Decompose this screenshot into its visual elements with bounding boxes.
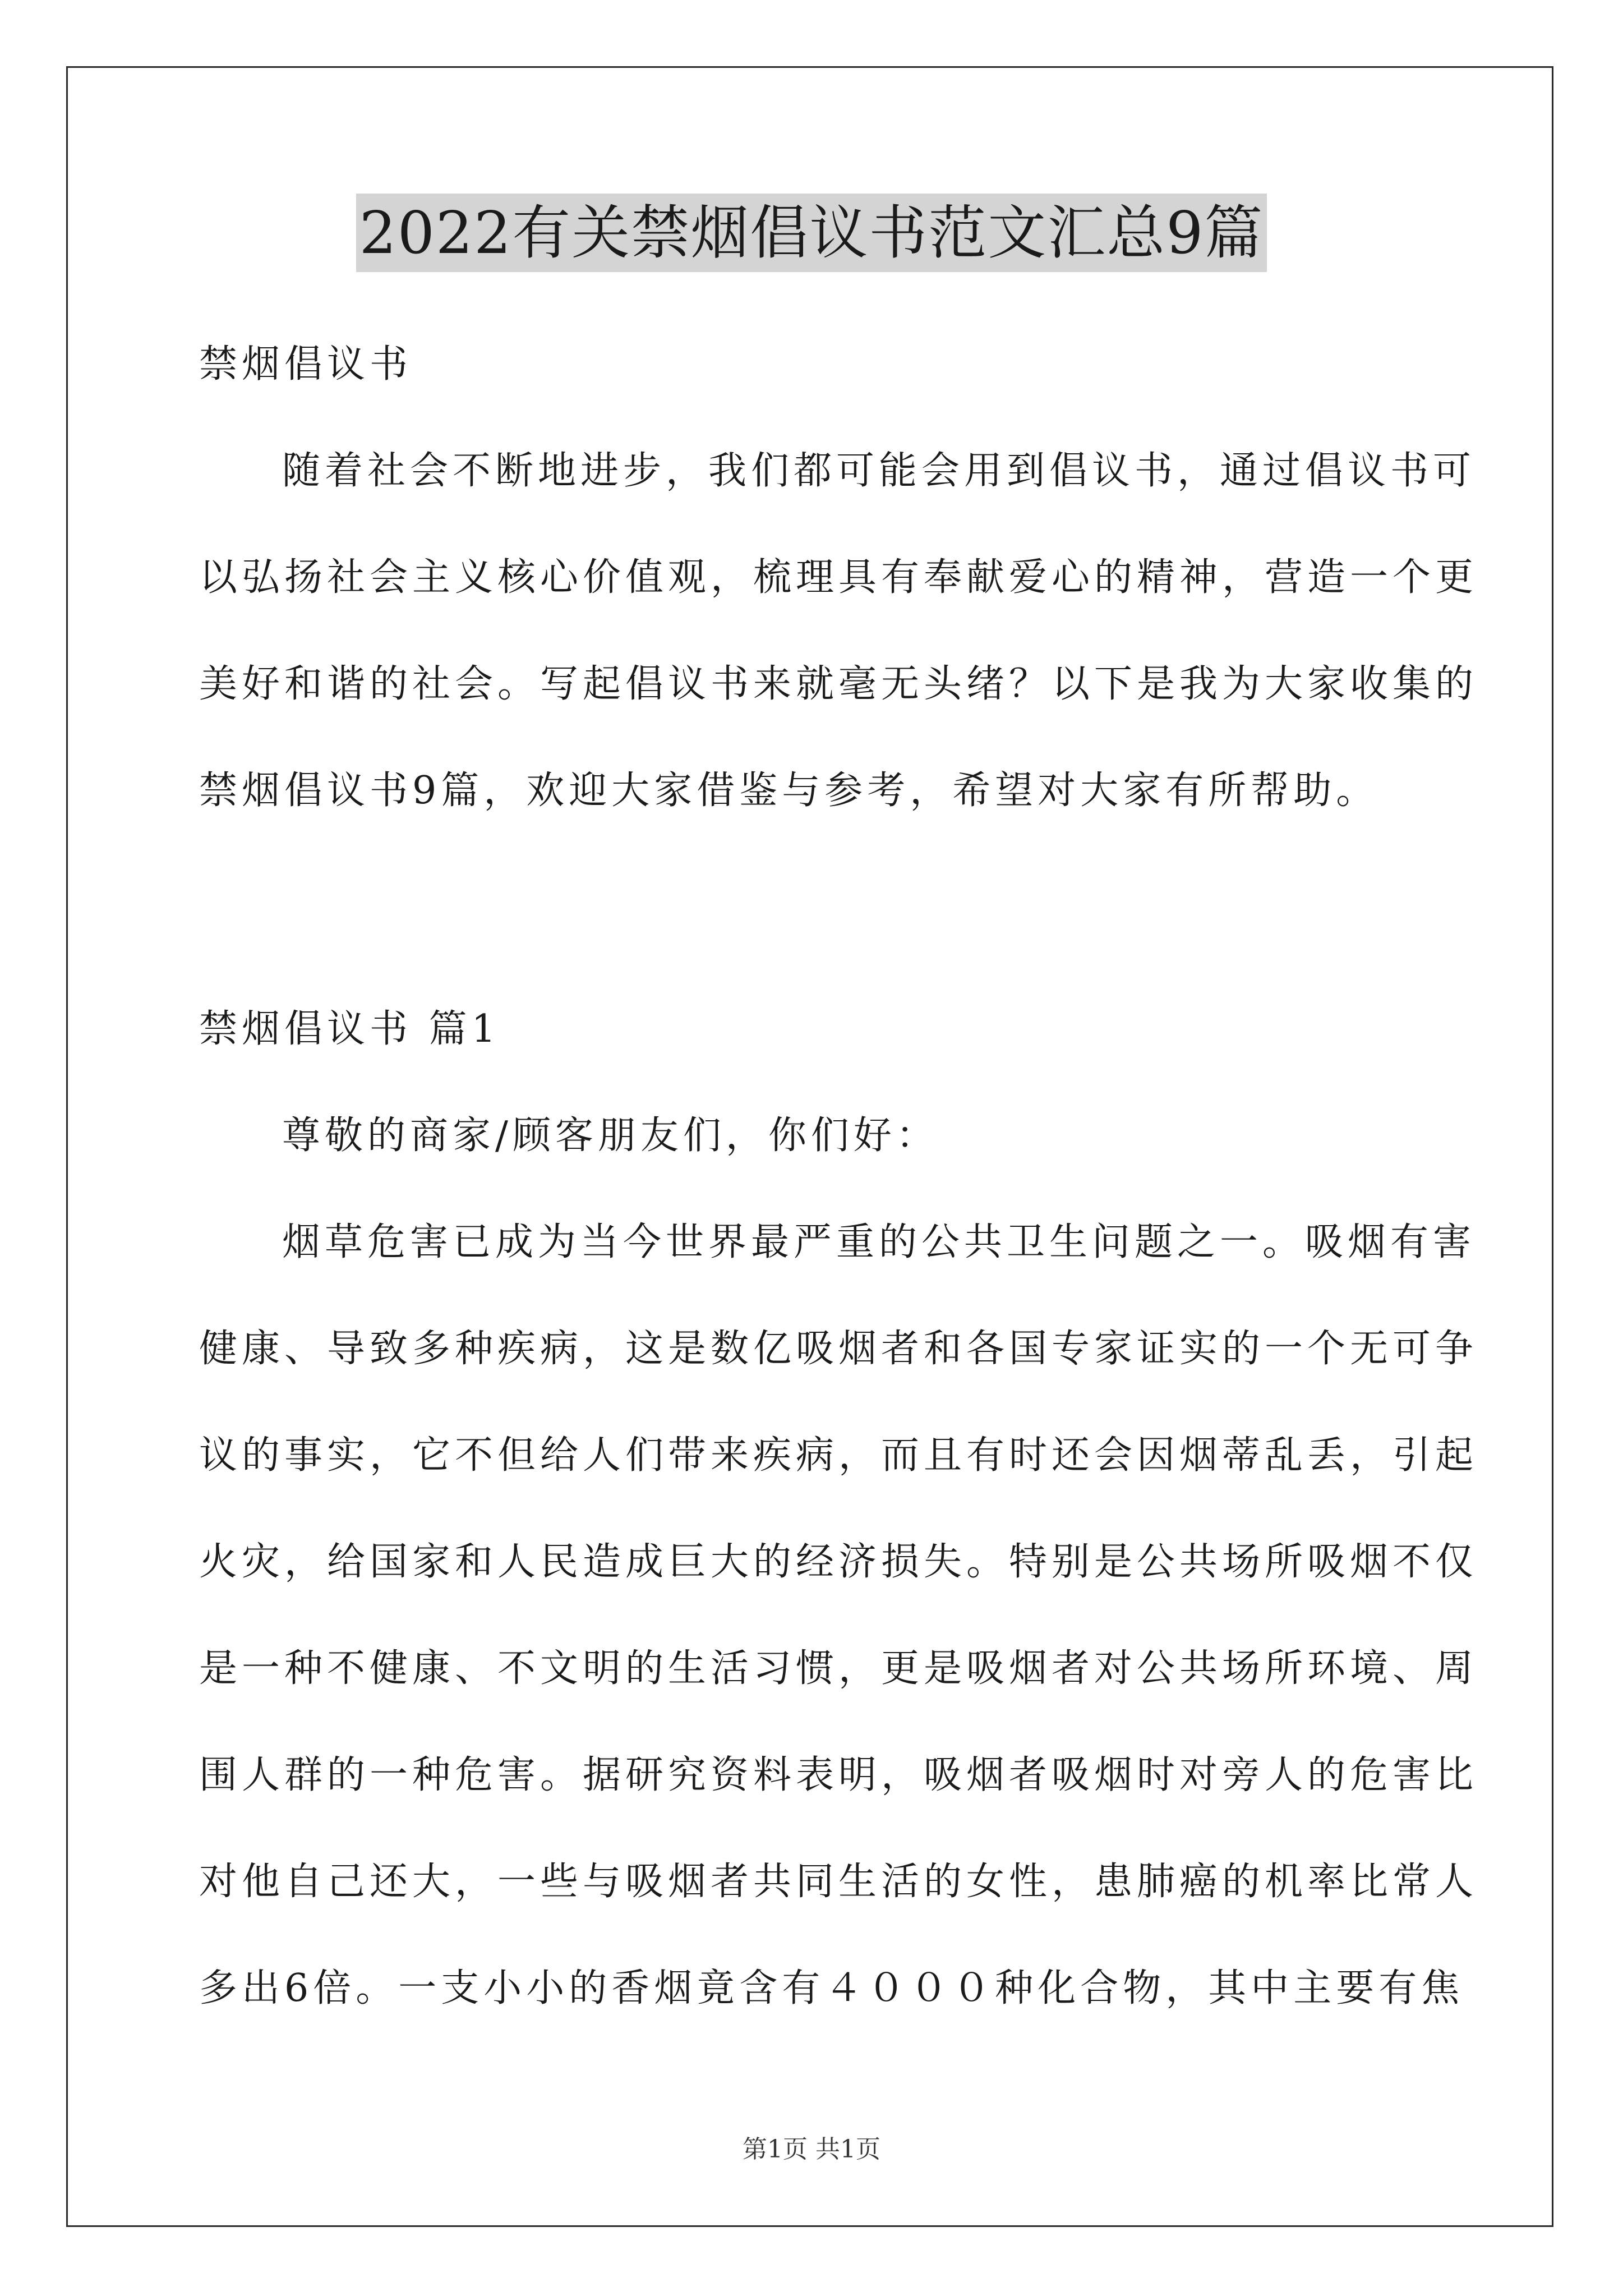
section1-line: 多出6倍。一支小小的香烟竟含有４０００种化合物，其中主要有焦	[199, 1966, 1464, 2010]
section1-line: 火灾，给国家和人民造成巨大的经济损失。特别是公共场所吸烟不仅	[199, 1540, 1478, 1584]
section1-line: 议的事实，它不但给人们带来疾病，而且有时还会因烟蒂乱丢，引起	[199, 1433, 1478, 1478]
section1-line: 围人群的一种危害。据研究资料表明，吸烟者吸烟时对旁人的危害比	[199, 1753, 1478, 1797]
section1-heading: 禁烟倡议书 篇1	[199, 1007, 500, 1051]
intro-line: 美好和谐的社会。写起倡议书来就毫无头绪？以下是我为大家收集的	[199, 662, 1478, 706]
page-footer: 第1页 共1页	[743, 2135, 880, 2164]
section-spacer	[199, 844, 1433, 976]
intro-heading: 禁烟倡议书	[199, 342, 413, 386]
section1-line: 健康、导致多种疾病，这是数亿吸烟者和各国专家证实的一个无可争	[199, 1327, 1478, 1371]
intro-line: 随着社会不断地进步，我们都可能会用到倡议书，通过倡议书可	[282, 449, 1476, 493]
section1-line: 是一种不健康、不文明的生活习惯，更是吸烟者对公共场所环境、周	[199, 1646, 1478, 1691]
title-container	[0, 194, 1623, 272]
document-title: 2022有关禁烟倡议书范文汇总9篇	[356, 194, 1267, 272]
intro-line: 禁烟倡议书9篇，欢迎大家借鉴与参考，希望对大家有所帮助。	[199, 769, 1379, 813]
intro-line: 以弘扬社会主义核心价值观，梳理具有奉献爱心的精神，营造一个更	[199, 555, 1478, 600]
document-body	[199, 311, 1478, 2042]
section1-line: 烟草危害已成为当今世界最严重的公共卫生问题之一。吸烟有害	[282, 1220, 1476, 1264]
section1-greeting: 尊敬的商家/顾客朋友们，你们好：	[282, 1114, 939, 1158]
section1-line: 对他自己还大，一些与吸烟者共同生活的女性，患肺癌的机率比常人	[199, 1860, 1478, 1904]
